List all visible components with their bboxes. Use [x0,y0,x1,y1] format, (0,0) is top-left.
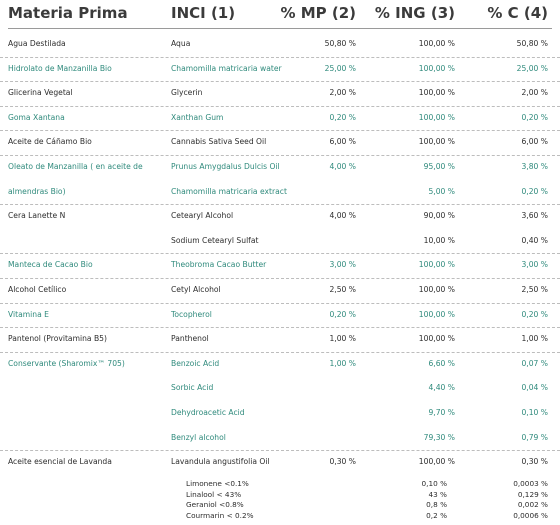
inci-cell: Sorbic Acid [171,383,214,393]
inci-cell: Aqua [171,39,191,48]
c-cell: 0,30 % [521,457,548,467]
allergen-name: Limonene <0.1% [186,478,249,488]
allergen-name: Linalool < 43% [186,489,242,499]
c-cell: 0,20 % [521,186,548,196]
inci-cell: Sodium Cetearyl Sulfat [171,235,259,245]
mp-cell: 25,00 % [324,63,356,73]
allergen-ing: 43 % [428,489,447,499]
ing-cell: 100,00 % [418,88,455,98]
inci-cell: Glycerin [171,88,203,98]
ing-cell: 6,60 % [428,358,455,368]
c-cell: 6,00 % [521,137,548,147]
header-materia-prima: Materia Prima [8,4,128,22]
ing-cell: 100,00 % [418,137,455,147]
allergen-row [0,500,560,510]
mp-cell: 1,00 % [329,358,356,368]
table-row [0,130,560,156]
ing-cell: 4,40 % [428,383,455,393]
material-cell: Conservante (Sharomix™ 705) [8,358,125,368]
table-row [0,81,560,107]
ing-cell: 100,00 % [418,260,455,270]
inci-cell: Dehydroacetic Acid [171,408,245,417]
ing-cell: 100,00 % [418,112,455,122]
table-row [0,450,560,475]
inci-cell: Tocopherol [171,309,212,319]
header-ing: % ING (3) [374,4,455,22]
ing-cell: 9,70 % [428,408,455,417]
c-cell: 3,00 % [521,260,548,270]
table-row [0,180,560,206]
ing-cell: 100,00 % [418,309,455,319]
c-cell: 3,80 % [521,162,548,171]
c-cell: 2,00 % [521,88,548,98]
ing-cell: 95,00 % [423,162,455,171]
inci-cell: Lavandula angustifolia Oil [171,457,270,467]
c-cell: 0,79 % [521,432,548,442]
inci-cell: Prunus Amygdalus Dulcis Oil [171,162,280,171]
mp-cell: 0,20 % [329,112,356,122]
mp-cell: 0,20 % [329,309,356,319]
allergen-c: 0,129 % [517,489,548,499]
table-row [0,426,560,452]
material-cell: almendras Bio) [8,186,66,196]
mp-cell: 50,80 % [324,39,356,48]
mp-cell: 1,00 % [329,334,356,344]
table-row [0,352,560,377]
material-cell: Aceite esencial de Lavanda [8,457,112,467]
table-row [0,106,560,132]
c-cell: 25,00 % [516,63,548,73]
c-cell: 0,20 % [521,309,548,319]
material-cell: Alcohol Cetílico [8,285,67,294]
material-cell: Hidrolato de Manzanilla Bio [8,63,112,73]
inci-cell: Cetearyl Alcohol [171,211,234,221]
allergen-c: 0,002 % [517,500,548,510]
material-cell: Agua Destilada [8,39,66,48]
mp-cell: 2,00 % [329,88,356,98]
inci-cell: Theobroma Cacao Butter [171,260,267,270]
inci-cell: Chamomilla matricaria water [171,63,282,73]
c-cell: 0,10 % [521,408,548,417]
material-cell: Aceite de Cáñamo Bio [8,137,92,147]
ing-cell: 100,00 % [418,285,455,294]
allergen-c: 0,0006 % [513,511,548,521]
mp-cell: 4,00 % [329,162,356,171]
c-cell: 3,60 % [521,211,548,221]
allergen-c: 0,0003 % [513,478,548,488]
mp-cell: 6,00 % [329,137,356,147]
c-cell: 1,00 % [521,334,548,344]
ing-cell: 100,00 % [418,334,455,344]
ing-cell: 100,00 % [418,39,455,48]
allergen-row [0,511,560,521]
inci-cell: Cannabis Sativa Seed Oil [171,137,267,147]
inci-cell: Benzyl alcohol [171,432,226,442]
table-row [0,155,560,180]
table-row [0,229,560,255]
table-row [0,57,560,83]
c-cell: 2,50 % [521,285,548,294]
material-cell: Pantenol (Provitamina B5) [8,334,107,344]
ing-cell: 100,00 % [418,63,455,73]
material-cell: Glicerina Vegetal [8,88,73,98]
table-row [0,278,560,304]
c-cell: 0,04 % [521,383,548,393]
table-row [0,376,560,401]
allergen-row [0,490,560,500]
allergen-name: Geraniol <0.8% [186,500,244,510]
allergen-row [0,479,560,489]
inci-cell: Benzoic Acid [171,358,220,368]
header-divider [8,28,552,29]
ing-cell: 90,00 % [423,211,455,221]
c-cell: 50,80 % [516,39,548,48]
table-row [0,204,560,229]
allergen-ing: 0,8 % [426,500,447,510]
table-row [0,253,560,279]
inci-cell: Panthenol [171,334,209,344]
material-cell: Vitamina E [8,309,49,319]
material-cell: Manteca de Cacao Bio [8,260,93,270]
inci-cell: Xanthan Gum [171,112,224,122]
allergen-name: Courmarin < 0.2% [186,511,254,521]
mp-cell: 0,30 % [329,457,356,467]
header-inci: INCI (1) [171,4,236,22]
header-mp: % MP (2) [280,4,356,22]
material-cell: Goma Xantana [8,112,65,122]
ing-cell: 100,00 % [418,457,455,467]
mp-cell: 3,00 % [329,260,356,270]
ing-cell: 10,00 % [423,235,455,245]
allergen-ing: 0,2 % [426,511,447,521]
material-cell: Oleato de Manzanilla ( en aceite de [8,162,143,171]
ing-cell: 79,30 % [423,432,455,442]
table-row [0,303,560,329]
header-c: % C (4) [487,4,548,22]
c-cell: 0,40 % [521,235,548,245]
mp-cell: 2,50 % [329,285,356,294]
allergen-ing: 0,10 % [421,478,447,488]
material-cell: Cera Lanette N [8,211,66,221]
c-cell: 0,20 % [521,112,548,122]
ing-cell: 5,00 % [428,186,455,196]
table-row [0,32,560,58]
c-cell: 0,07 % [521,358,548,368]
inci-cell: Chamomilla matricaria extract [171,186,287,196]
table-row [0,401,560,426]
mp-cell: 4,00 % [329,211,356,221]
inci-cell: Cetyl Alcohol [171,285,221,294]
table-row [0,327,560,353]
